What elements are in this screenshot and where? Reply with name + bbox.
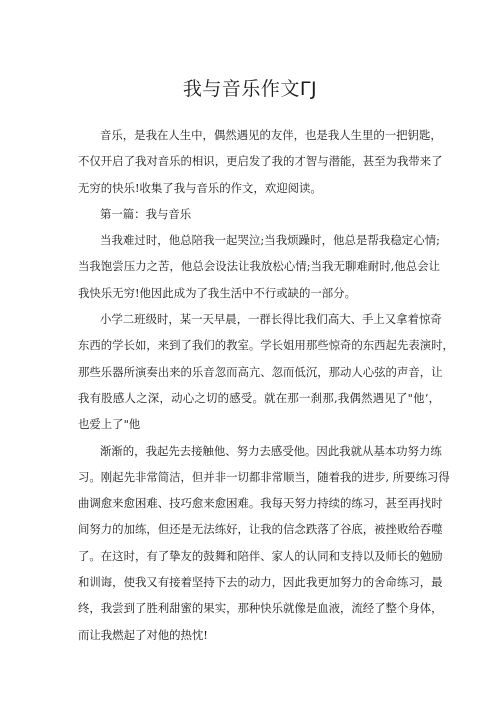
text-line: 东西的学长如，来到了我们的教室。学长姐用那些惊奇的东西起先表演时， <box>78 338 454 353</box>
text-line: 渐渐的，我起先去接触他、努力去感受他。因此我就从基本功努力练 <box>100 443 442 458</box>
text-line: 间努力的加练，但还是无法练好，让我的信念跌落了谷底，被挫败给吞噬 <box>78 522 443 537</box>
text-line: 习。刚起先非常简洁，但并非一切都非常顺当，随着我的进步, 所要练习得 <box>78 469 450 484</box>
text-line: 那些乐器所演奏出来的乐音忽而高亢、忽而低沉，那动人心弦的声音，让 <box>78 364 443 379</box>
paragraph-1 <box>78 227 440 306</box>
document-title <box>0 74 500 101</box>
text-line: 也爱上了"他 <box>78 417 141 432</box>
intro-paragraph <box>78 122 443 201</box>
text-line: 小学二班级时，某一天早晨，一群长得比我们高大、手上又拿着惊奇 <box>100 312 442 327</box>
section-heading: 第一篇：我与音乐 <box>100 206 192 221</box>
title-main: 我与音乐作文 <box>182 78 300 100</box>
text-line: 和训诲，使我又有接着坚持下去的动力，因此我更加努力的舍命练习，最 <box>78 575 443 590</box>
paragraph-2 <box>78 306 454 437</box>
text-line: 我有股感人之深，动心之切的感受。就在那一刹那,我偶然遇见了"他‘， <box>78 390 440 405</box>
title-tail: ΓJ <box>299 78 318 100</box>
text-line: 不仅开启了我对音乐的相识，更启发了我的才智与潜能，甚至为我带来了 <box>78 154 443 169</box>
text-line: 当我难过时，他总陪我一起哭泣;当我烦躁时，他总是帮我稳定心情; <box>100 233 440 248</box>
text-line: 无穷的快乐!收集了我与音乐的作文，欢迎阅读。 <box>78 180 322 195</box>
text-line: 了。在这时，有了挚友的鼓舞和陪伴、家人的认同和支持以及师长的勉励 <box>78 548 443 563</box>
text-line: 音乐，是我在人生中，偶然遇见的友伴，也是我人生里的一把钥匙， <box>100 128 442 142</box>
text-line: 当我饱尝压力之苦，他总会设法让我放松心情;当我无聊难耐时,他总会让 <box>78 259 440 274</box>
text-line: 而让我燃起了对他的热忱! <box>78 627 208 642</box>
text-line: 终，我尝到了胜利甜蜜的果实，那种快乐就像是血液，流经了整个身体， <box>78 601 443 616</box>
paragraph-3 <box>78 438 450 648</box>
text-line: 我快乐无穷!他因此成为了我生活中不行或缺的一部分。 <box>78 285 356 300</box>
text-line: 曲调愈来愈困难、技巧愈来愈困难。我每天努力持续的练习，甚至再找时 <box>78 496 443 511</box>
document-body <box>78 122 454 648</box>
